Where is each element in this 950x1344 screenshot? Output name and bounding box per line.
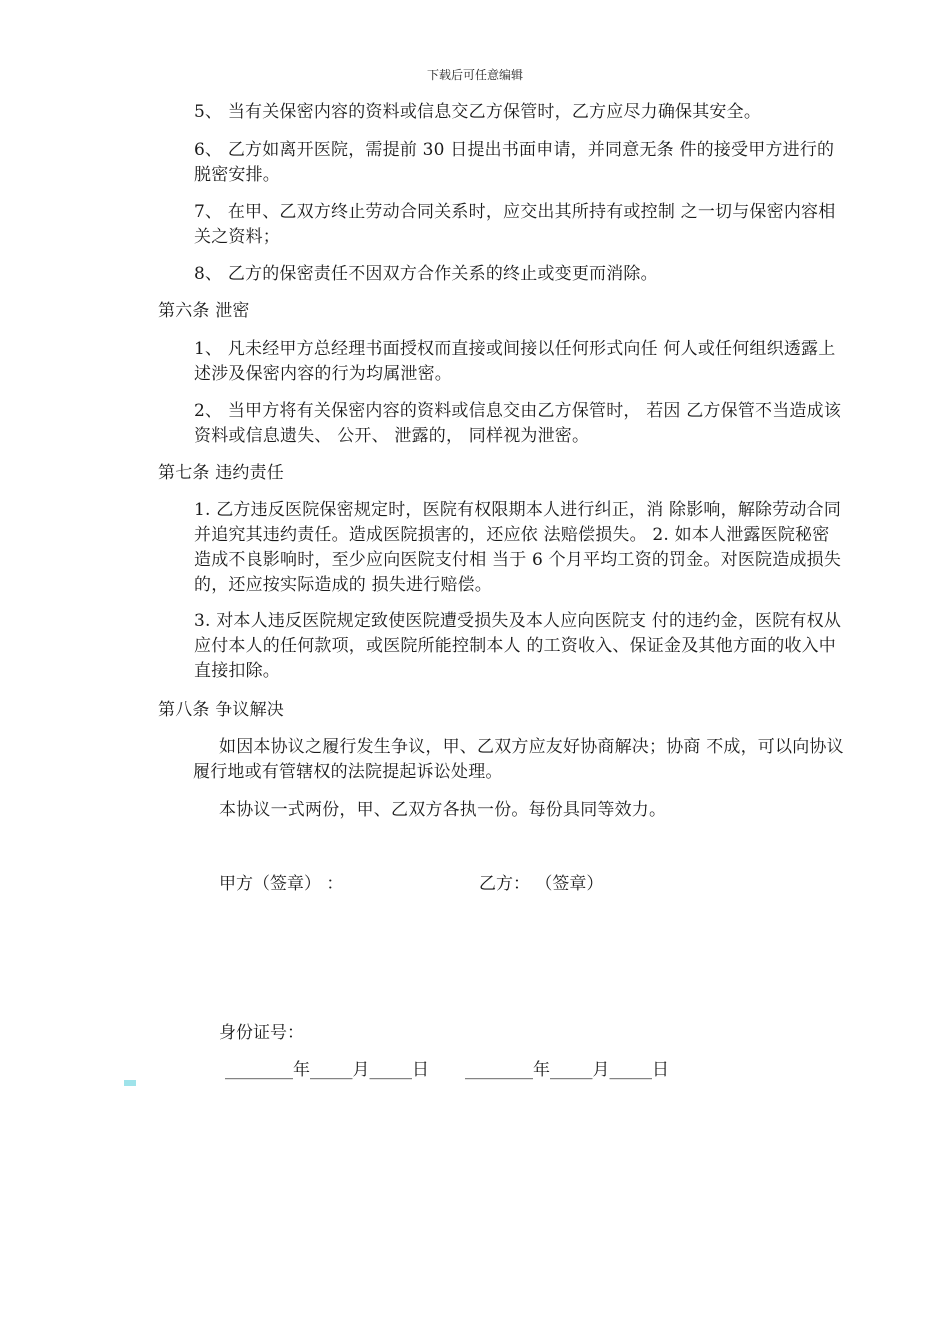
section-8-para-1: 如因本协议之履行发生争议，甲、乙双方应友好协商解决；协商 不成，可以向协议履行地或有管辖权的法院提起诉讼处理。 (193, 737, 844, 782)
section-8-para-2: 本协议一式两份，甲、乙双方各执一份。每份具同等效力。 (219, 800, 667, 820)
clause-item-6: 6、 乙方如离开医院，需提前 30 日提出书面申请，并同意无条 件的接受甲方进行的脱密安排。 (194, 140, 835, 185)
party-b-date: ________年_____月_____日 (465, 1060, 669, 1080)
section-6-title: 第六条 泄密 (158, 301, 250, 321)
section-6-item-2: 2、 当甲方将有关保密内容的资料或信息交由乙方保管时， 若因 乙方保管不当造成该资料或信息遗失、 公开、 泄露的， 同样视为泄密。 (194, 401, 842, 446)
section-7-item-3: 3. 对本人违反医院规定致使医院遭受损失及本人应向医院支 付的违约金，医院有权从应付本人的任何款项，或医院所能控制本人 的工资收入、保证金及其他方面的收入中直接扣除。 (194, 611, 842, 681)
section-8-title: 第八条 争议解决 (158, 700, 285, 720)
clause-item-8: 8、 乙方的保密责任不因双方合作关系的终止或变更而消除。 (194, 264, 658, 284)
section-6-item-1: 1、 凡未经甲方总经理书面授权而直接或间接以任何形式向任 何人或任何组织透露上述涉及保密内容的行为均属泄密。 (194, 339, 836, 384)
party-a-signature: 甲方（签章） ： (219, 874, 344, 894)
section-7-item-1: 1. 乙方违反医院保密规定时，医院有权限期本人进行纠正，消 除影响，解除劳动合同并追究其违约责任。造成医院损害的，还应依 法赔偿损失。 2. 如本人泄露医院秘密造成不良影响时，至少应向医院支付相 当于 6 个月平均工资的罚金。对医院造成损失的，还应按实际造成的 损失进行赔偿。 (194, 500, 842, 595)
highlight-marker (124, 1080, 136, 1086)
party-b-signature: 乙方： （签章） (479, 874, 604, 894)
id-number-label: 身份证号： (219, 1023, 304, 1043)
clause-item-7: 7、 在甲、乙双方终止劳动合同关系时，应交出其所持有或控制 之一切与保密内容相关之资料； (194, 202, 836, 247)
section-7-title: 第七条 违约责任 (158, 463, 285, 483)
party-a-date: ________年_____月_____日 (225, 1060, 429, 1080)
header-note: 下载后可任意编辑 (426, 68, 523, 82)
clause-item-5: 5、 当有关保密内容的资料或信息交乙方保管时，乙方应尽力确保其安全。 (194, 102, 762, 122)
